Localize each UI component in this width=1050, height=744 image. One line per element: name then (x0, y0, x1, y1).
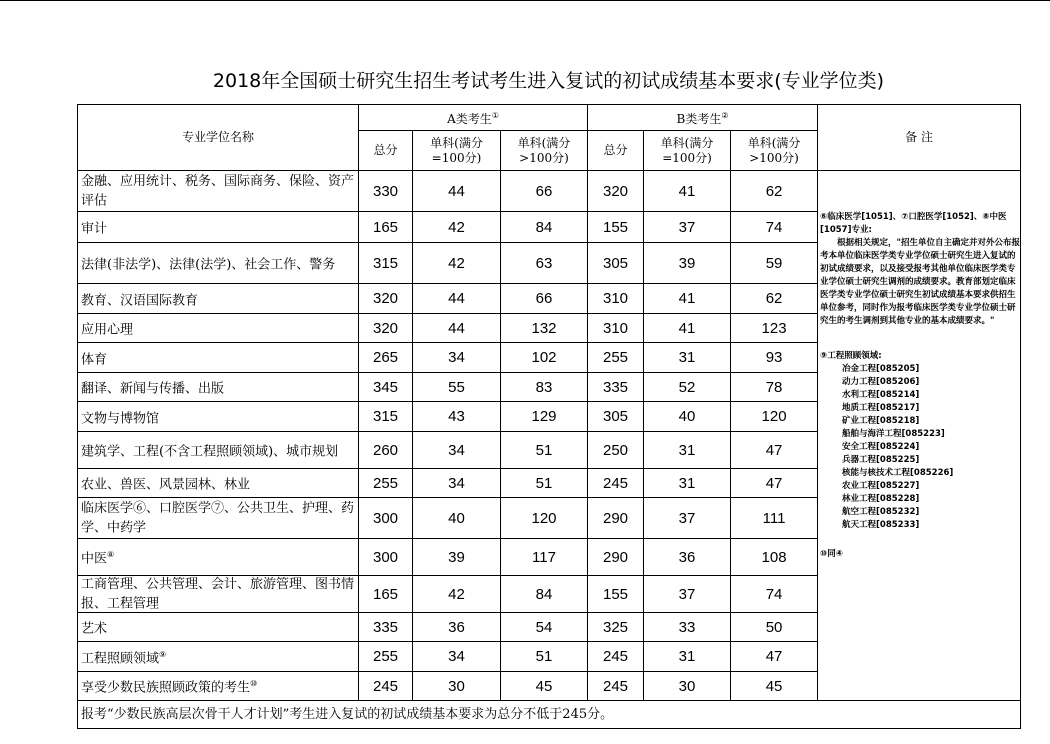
score-b-0: 290 (588, 539, 644, 576)
score-b-1: 52 (644, 373, 731, 402)
score-a-0: 245 (359, 672, 413, 701)
score-a-2: 83 (501, 373, 588, 402)
score-a-1: 34 (413, 343, 501, 373)
score-a-1: 42 (413, 212, 501, 243)
score-b-1: 31 (644, 432, 731, 469)
score-a-2: 51 (501, 642, 588, 672)
score-b-1: 41 (644, 171, 731, 212)
score-b-1: 41 (644, 284, 731, 314)
score-a-2: 120 (501, 498, 588, 539)
score-a-0: 255 (359, 469, 413, 498)
score-b-0: 310 (588, 314, 644, 343)
score-a-2: 84 (501, 212, 588, 243)
eng-field-item: 核能与核技术工程[085226] (842, 468, 954, 478)
eng-field-item: 林业工程[085228] (842, 494, 920, 504)
score-a-1: 44 (413, 171, 501, 212)
score-b-2: 59 (731, 243, 818, 284)
score-a-1: 34 (413, 432, 501, 469)
header-a-single-gt100: 单科(满分>100分) (501, 131, 588, 171)
degree-name: 翻译、新闻与传播、出版 (78, 373, 359, 402)
eng-field-item: 航空工程[085232] (842, 507, 920, 517)
score-b-2: 47 (731, 432, 818, 469)
eng-field-item: 兵器工程[085225] (842, 455, 920, 465)
header-b-single-100: 单科(满分=100分) (644, 131, 731, 171)
score-a-0: 330 (359, 171, 413, 212)
score-b-2: 50 (731, 613, 818, 642)
eng-field-item: 船舶与海洋工程[085223] (842, 429, 945, 439)
score-b-2: 120 (731, 402, 818, 432)
eng-field-item: 安全工程[085224] (842, 442, 920, 452)
score-a-1: 44 (413, 314, 501, 343)
score-b-2: 74 (731, 212, 818, 243)
degree-name: 中医⑧ (78, 539, 359, 576)
eng-field-item: 水利工程[085214] (842, 390, 920, 400)
score-a-0: 345 (359, 373, 413, 402)
degree-name: 审计 (78, 212, 359, 243)
footer-note: 报考“少数民族高层次骨干人才计划”考生进入复试的初试成绩基本要求为总分不低于245分。 (78, 701, 1021, 729)
score-a-2: 45 (501, 672, 588, 701)
score-a-1: 34 (413, 642, 501, 672)
score-a-0: 320 (359, 284, 413, 314)
score-b-0: 155 (588, 212, 644, 243)
score-a-1: 30 (413, 672, 501, 701)
header-b-total: 总分 (588, 131, 644, 171)
notes-cell (818, 171, 1021, 701)
score-a-2: 132 (501, 314, 588, 343)
score-b-1: 30 (644, 672, 731, 701)
header-name: 专业学位名称 (78, 105, 359, 171)
eng-note-head: ⑨工程照顾领域: (820, 351, 882, 361)
score-a-2: 84 (501, 576, 588, 613)
score-a-0: 265 (359, 343, 413, 373)
score-a-0: 320 (359, 314, 413, 343)
score-a-1: 40 (413, 498, 501, 539)
score-a-0: 315 (359, 243, 413, 284)
header-notes: 备 注 (818, 105, 1021, 171)
score-a-1: 42 (413, 243, 501, 284)
score-b-1: 31 (644, 343, 731, 373)
score-b-2: 47 (731, 642, 818, 672)
header-group-a: A类考生① (359, 105, 588, 131)
score-b-1: 40 (644, 402, 731, 432)
medical-note-head: ⑥临床医学[1051]、⑦口腔医学[1052]、⑧中医[1057]专业: (820, 212, 1007, 235)
score-b-2: 47 (731, 469, 818, 498)
medical-note-body: 根据相关规定，"招生单位自主确定并对外公布报考本单位临床医学类专业学位硕士研究生进入复试的初试成绩要求，以及接受报考其他单位临床医学类专业学位硕士研究生调剂的成绩要求。教育部划定临床医学类专业学位硕士研究生初试成绩基本要求供招生单位参考，同时作为报考临床医学类专业学位硕士研究生的考生调剂到其他专业的基本成绩要求。" (820, 238, 1020, 326)
minority-note: ⑩同④ (820, 549, 843, 559)
degree-name: 建筑学、工程(不含工程照顾领域)、城市规划 (78, 432, 359, 469)
score-b-1: 39 (644, 243, 731, 284)
score-a-1: 55 (413, 373, 501, 402)
degree-name: 应用心理 (78, 314, 359, 343)
degree-name: 工程照顾领域⑨ (78, 642, 359, 672)
score-a-0: 315 (359, 402, 413, 432)
score-b-0: 245 (588, 672, 644, 701)
degree-name: 农业、兽医、风景园林、林业 (78, 469, 359, 498)
score-b-2: 93 (731, 343, 818, 373)
score-b-1: 31 (644, 642, 731, 672)
degree-name: 艺术 (78, 613, 359, 642)
score-b-1: 37 (644, 576, 731, 613)
degree-name: 体育 (78, 343, 359, 373)
score-b-1: 31 (644, 469, 731, 498)
score-b-1: 41 (644, 314, 731, 343)
score-b-2: 78 (731, 373, 818, 402)
degree-name: 教育、汉语国际教育 (78, 284, 359, 314)
score-a-2: 51 (501, 469, 588, 498)
eng-field-item: 动力工程[085206] (842, 377, 920, 387)
score-b-0: 305 (588, 402, 644, 432)
score-b-0: 290 (588, 498, 644, 539)
score-a-2: 51 (501, 432, 588, 469)
eng-field-item: 地质工程[085217] (842, 403, 920, 413)
score-a-1: 36 (413, 613, 501, 642)
degree-name: 法律(非法学)、法律(法学)、社会工作、警务 (78, 243, 359, 284)
score-a-2: 66 (501, 284, 588, 314)
score-b-0: 320 (588, 171, 644, 212)
score-a-2: 102 (501, 343, 588, 373)
score-a-0: 335 (359, 613, 413, 642)
header-a-total: 总分 (359, 131, 413, 171)
page-title: 2018年全国硕士研究生招生考试考生进入复试的初试成绩基本要求(专业学位类) (212, 70, 885, 92)
score-a-2: 54 (501, 613, 588, 642)
score-a-1: 34 (413, 469, 501, 498)
eng-field-item: 冶金工程[085205] (842, 364, 920, 374)
degree-name: 文物与博物馆 (78, 402, 359, 432)
score-a-0: 165 (359, 576, 413, 613)
score-a-0: 300 (359, 539, 413, 576)
score-b-2: 108 (731, 539, 818, 576)
score-b-2: 62 (731, 171, 818, 212)
score-a-1: 42 (413, 576, 501, 613)
score-a-0: 255 (359, 642, 413, 672)
degree-name: 工商管理、公共管理、会计、旅游管理、图书情报、工程管理 (78, 576, 359, 613)
header-a-single-100: 单科(满分=100分) (413, 131, 501, 171)
degree-name: 临床医学⑥、口腔医学⑦、公共卫生、护理、药学、中药学 (78, 498, 359, 539)
score-b-0: 305 (588, 243, 644, 284)
score-a-0: 260 (359, 432, 413, 469)
score-b-2: 111 (731, 498, 818, 539)
score-b-0: 155 (588, 576, 644, 613)
score-b-2: 74 (731, 576, 818, 613)
eng-field-item: 农业工程[085227] (842, 481, 920, 491)
score-a-0: 165 (359, 212, 413, 243)
score-b-2: 62 (731, 284, 818, 314)
score-b-0: 310 (588, 284, 644, 314)
score-a-2: 63 (501, 243, 588, 284)
eng-field-item: 航天工程[085233] (842, 520, 920, 530)
score-b-1: 37 (644, 212, 731, 243)
score-b-1: 36 (644, 539, 731, 576)
score-a-2: 129 (501, 402, 588, 432)
score-a-0: 300 (359, 498, 413, 539)
score-b-0: 245 (588, 642, 644, 672)
degree-name: 享受少数民族照顾政策的考生⑩ (78, 672, 359, 701)
score-a-2: 117 (501, 539, 588, 576)
score-a-2: 66 (501, 171, 588, 212)
score-a-1: 39 (413, 539, 501, 576)
score-b-0: 250 (588, 432, 644, 469)
score-b-1: 37 (644, 498, 731, 539)
score-b-1: 33 (644, 613, 731, 642)
score-b-0: 255 (588, 343, 644, 373)
score-b-2: 45 (731, 672, 818, 701)
score-table (77, 104, 1021, 729)
score-b-0: 245 (588, 469, 644, 498)
eng-field-item: 矿业工程[085218] (842, 416, 920, 426)
score-b-0: 325 (588, 613, 644, 642)
table-row (78, 171, 1021, 212)
header-b-single-gt100: 单科(满分>100分) (731, 131, 818, 171)
score-b-2: 123 (731, 314, 818, 343)
degree-name: 金融、应用统计、税务、国际商务、保险、资产评估 (78, 171, 359, 212)
score-a-1: 43 (413, 402, 501, 432)
score-b-0: 335 (588, 373, 644, 402)
score-a-1: 44 (413, 284, 501, 314)
top-rule (0, 0, 1050, 1)
header-group-b: B类考生② (588, 105, 818, 131)
